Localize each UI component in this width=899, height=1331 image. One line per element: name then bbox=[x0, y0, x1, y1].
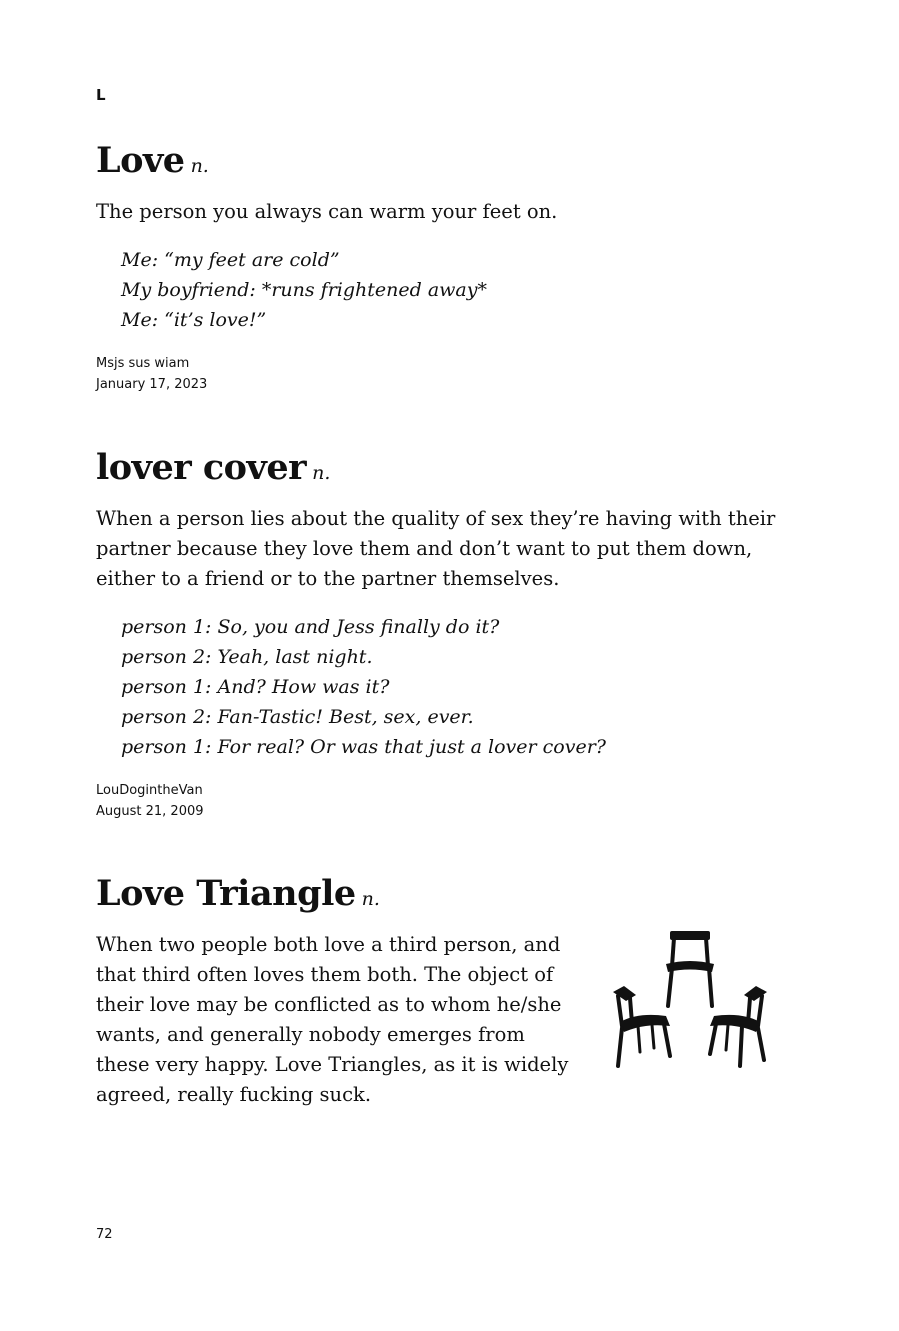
entry-meta bbox=[96, 780, 796, 822]
page-number: 72 bbox=[96, 1227, 113, 1242]
example-line: person 1: For real? Or was that just a lover cover? bbox=[121, 736, 606, 758]
example-line: person 2: Yeah, last night. bbox=[121, 646, 373, 668]
example bbox=[96, 245, 796, 335]
part-of-speech: n. bbox=[361, 888, 380, 910]
headword: Love Triangle bbox=[96, 873, 356, 914]
definition: When a person lies about the quality of sex they’re having with their partner because they love them and don’t want to put them down, either to a friend or to the partner themselves. bbox=[96, 507, 776, 590]
author: LouDogintheVan bbox=[96, 783, 203, 798]
section-letter: L bbox=[96, 86, 106, 104]
example-line: Me: “it’s love!” bbox=[121, 309, 267, 331]
author: Msjs sus wiam bbox=[96, 356, 190, 371]
entry-heading bbox=[96, 447, 796, 488]
example-line: Me: “my feet are cold” bbox=[121, 249, 340, 271]
part-of-speech: n. bbox=[312, 462, 331, 484]
example-line: person 2: Fan-Tastic! Best, sex, ever. bbox=[121, 706, 474, 728]
entry-lover-cover bbox=[96, 447, 796, 822]
entry-meta bbox=[96, 353, 796, 395]
date: August 21, 2009 bbox=[96, 804, 204, 819]
example-line: My boyfriend: *runs frightened away* bbox=[121, 279, 487, 301]
headword: Love bbox=[96, 140, 185, 181]
definition: When two people both love a third person, and that third often loves them both. The object of their love may be conflicted as to whom he/she wants, and generally nobody emerges from these very happy. Love Triangles, as it is widely agreed, really fucking suck. bbox=[96, 933, 569, 1106]
entry-heading bbox=[96, 873, 596, 914]
entry-love bbox=[96, 140, 796, 395]
example-line: person 1: And? How was it? bbox=[121, 676, 390, 698]
three-chairs-icon bbox=[608, 928, 772, 1073]
example-line: person 1: So, you and Jess finally do it? bbox=[121, 616, 500, 638]
example bbox=[96, 612, 796, 762]
definition: The person you always can warm your feet on. bbox=[96, 200, 558, 223]
entry-love-triangle bbox=[96, 873, 596, 1110]
entry-heading bbox=[96, 140, 796, 181]
part-of-speech: n. bbox=[190, 155, 209, 177]
date: January 17, 2023 bbox=[96, 377, 208, 392]
headword: lover cover bbox=[96, 447, 307, 488]
